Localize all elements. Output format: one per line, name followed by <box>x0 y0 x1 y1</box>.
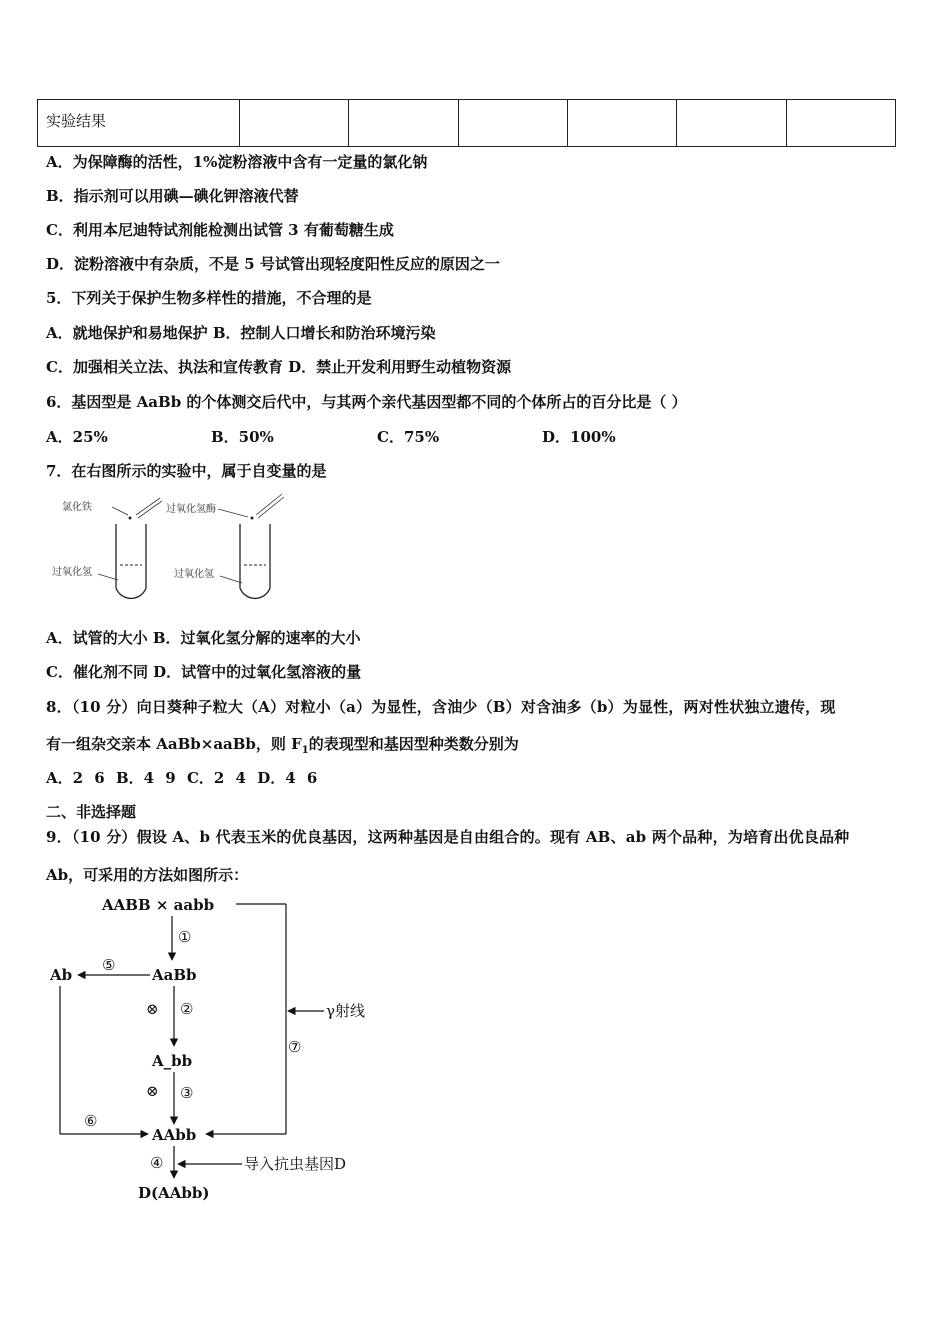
table-cell <box>786 100 895 147</box>
diagram-step6: ⑥ <box>84 1112 98 1130</box>
q5-options-ab: A．就地保护和易地保护 B．控制人口增长和防治环境污染 <box>46 324 436 342</box>
q4-option-b: B．指示剂可以用碘—碘化钾溶液代替 <box>46 187 299 205</box>
diagram-abb: A_bb <box>152 1052 193 1070</box>
q7-options-cd: C．催化剂不同 D．试管中的过氧化氢溶液的量 <box>46 663 362 681</box>
q7-stem: 7．在右图所示的实验中，属于自变量的是 <box>46 462 327 480</box>
table-cell <box>458 100 567 147</box>
test-tube-figure <box>50 488 310 610</box>
table-cell <box>240 100 349 147</box>
q6-option-c: C．75% <box>377 428 440 446</box>
q8-line2-sub: 1 <box>301 745 309 756</box>
q4-option-a: A．为保障酶的活性，1%淀粉溶液中含有一定量的氯化钠 <box>46 153 428 171</box>
q4-option-c: C．利用本尼迪特试剂能检测出试管 3 有葡萄糖生成 <box>46 221 394 239</box>
q8-line2-post: 的表现型和基因型种类数分别为 <box>308 735 519 753</box>
diagram-parents: AABB × aabb <box>102 896 215 914</box>
q6-option-a: A．25% <box>46 428 108 446</box>
diagram-aabb: AAbb <box>152 1126 197 1144</box>
diagram-step5: ⑤ <box>102 956 116 974</box>
table-cell <box>349 100 458 147</box>
q8-line2-pre: 有一组杂交亲本 AaBb×aaBb，则 F <box>46 735 302 753</box>
q5-stem: 5．下列关于保护生物多样性的措施，不合理的是 <box>46 289 372 307</box>
q8-options: A．2 6 B．4 9 C．2 4 D．4 6 <box>46 769 318 787</box>
table-row <box>38 100 896 147</box>
diagram-step3: ③ <box>180 1084 194 1102</box>
diagram-gene: 导入抗虫基因D <box>244 1155 347 1173</box>
q8-stem-line1: 8．（10 分）向日葵种子粒大（A）对粒小（a）为显性，含油少（B）对含油多（b）为显性，两对性状独立遗传，现 <box>46 698 836 716</box>
right-test-tube <box>240 524 270 598</box>
diagram-step4: ④ <box>150 1154 164 1172</box>
breeding-diagram <box>40 890 400 1210</box>
diagram-step2: ② <box>180 1000 194 1018</box>
diagram-step1: ① <box>178 928 192 946</box>
diagram-selfing-3: ⊗ <box>146 1082 159 1100</box>
fig-left-top-label: 氯化铁 <box>62 502 92 513</box>
fig-right-bottom-label: 过氧化氢 <box>174 569 214 580</box>
table-cell <box>677 100 786 147</box>
left-test-tube <box>116 524 146 598</box>
q6-option-b: B．50% <box>211 428 274 446</box>
diagram-gamma: γ射线 <box>326 1002 365 1020</box>
result-table <box>37 99 896 147</box>
fig-left-bottom-label: 过氧化氢 <box>52 567 92 578</box>
table-row-label: 实验结果 <box>38 100 240 147</box>
q5-options-cd: C．加强相关立法、执法和宣传教育 D．禁止开发利用野生动植物资源 <box>46 358 512 376</box>
q6-stem: 6．基因型是 AaBb 的个体测交后代中，与其两个亲代基因型都不同的个体所占的百分比是（ ） <box>46 393 687 411</box>
q9-stem-line2: Ab，可采用的方法如图所示： <box>46 866 249 884</box>
fig-right-top-label: 过氧化氢酶 <box>166 504 216 515</box>
q9-stem-line1: 9．（10 分）假设 A、b 代表玉米的优良基因，这两种基因是自由组合的。现有 AB、ab 两个品种，为培育出优良品种 <box>46 828 850 846</box>
q4-option-d: D．淀粉溶液中有杂质，不是 5 号试管出现轻度阳性反应的原因之一 <box>46 255 500 273</box>
diagram-step7: ⑦ <box>288 1038 302 1056</box>
q6-option-d: D．100% <box>542 428 616 446</box>
table-cell <box>567 100 676 147</box>
diagram-ab: Ab <box>50 966 73 984</box>
section-title: 二、非选择题 <box>46 803 137 821</box>
diagram-selfing-2: ⊗ <box>146 1000 159 1018</box>
diagram-result: D(AAbb) <box>138 1184 210 1202</box>
q8-stem-line2 <box>46 733 519 756</box>
diagram-f1: AaBb <box>152 966 197 984</box>
q7-options-ab: A．试管的大小 B．过氧化氢分解的速率的大小 <box>46 629 361 647</box>
